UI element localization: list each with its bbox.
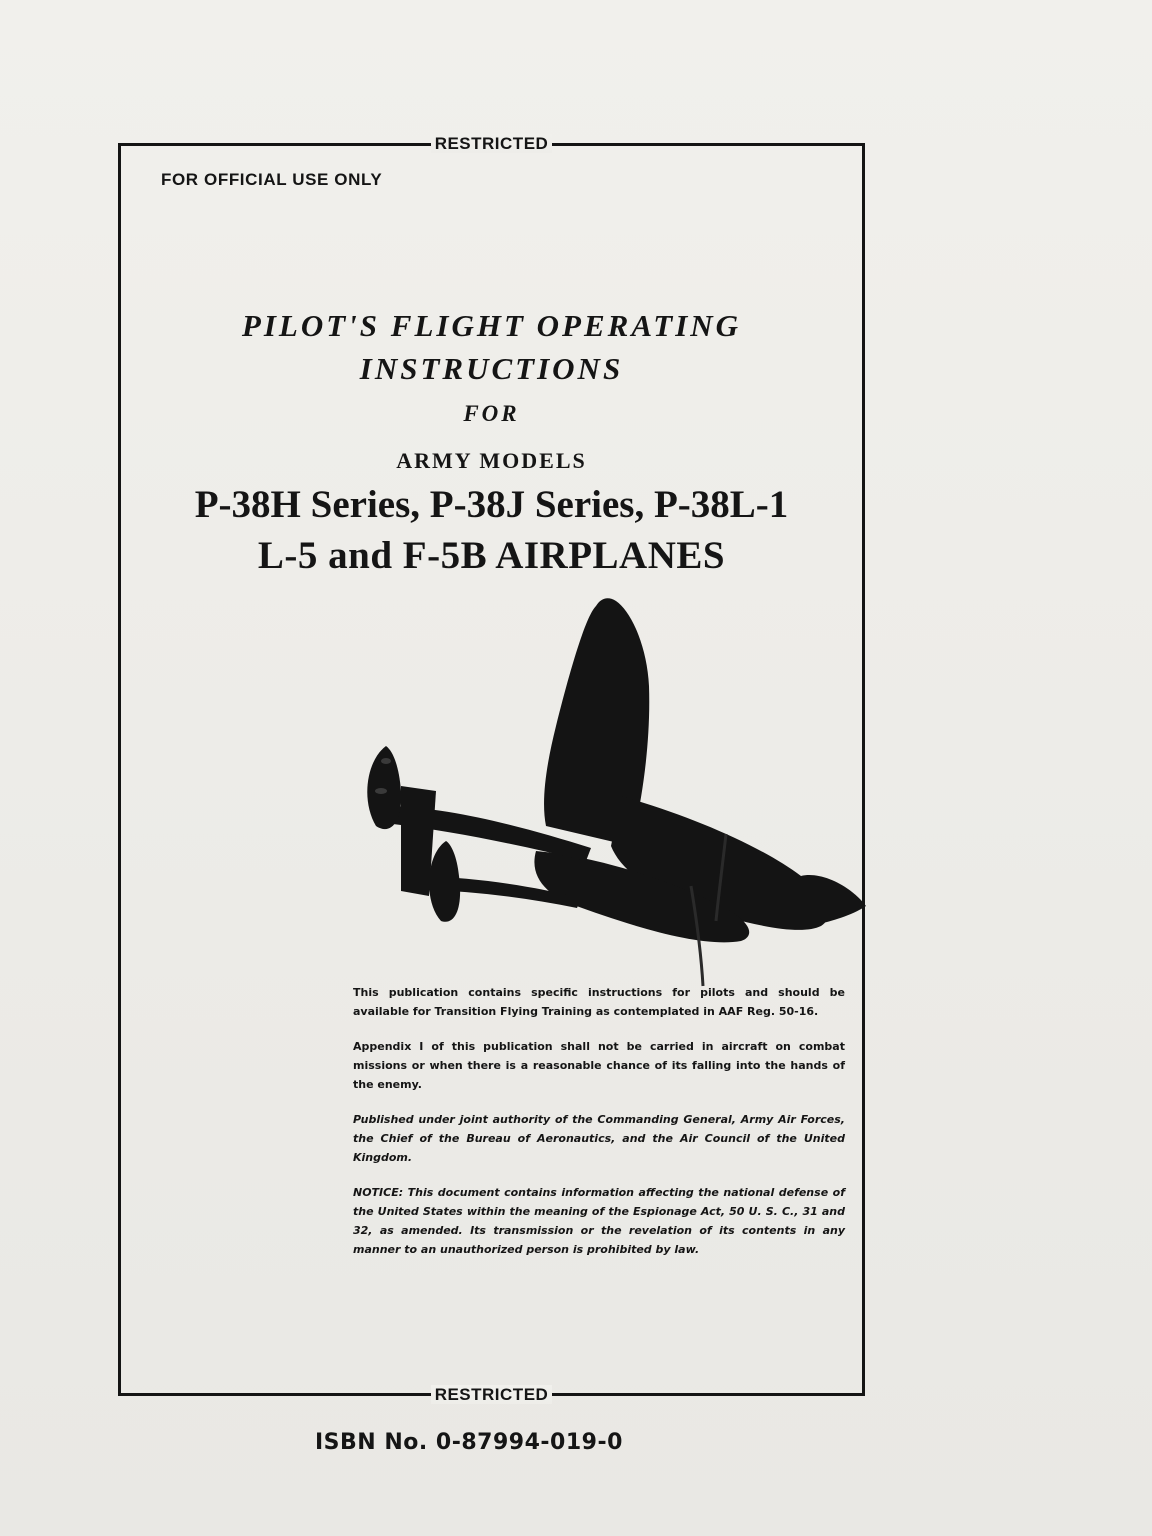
restricted-label-top: RESTRICTED (121, 134, 862, 154)
note-espionage-notice: NOTICE: This document contains information affecting the national defense of the United States within the meaning of the Espionage Act, 50 U. S. C., 31 and 32, as amended. Its transmission or the revelation of its contents in any manner to an unauthorized person is prohibited by law. (353, 1186, 845, 1256)
models-line-2: L-5 and F-5B AIRPLANES (257, 534, 726, 577)
note-transition-training: This publication contains specific instructions for pilots and should be available for Transition Flying Training as contemplated in AAF Reg. 50-16. (353, 986, 845, 1018)
army-models-heading: ARMY MODELS (396, 448, 587, 473)
restricted-frame (118, 134, 865, 1404)
models-line-1: P-38H Series, P-38J Series, P-38L-1 (194, 483, 789, 526)
note-appendix-combat: Appendix I of this publication shall not be carried in aircraft on combat missions or when there is a reasonable chance of its falling into the hands of the enemy. (353, 1040, 845, 1091)
official-use-label: FOR OFFICIAL USE ONLY (161, 170, 383, 189)
title-line-3: FOR (463, 401, 520, 426)
note-joint-authority: Published under joint authority of the Commanding General, Army Air Forces, the Chief of the Bureau of Aeronautics, and the Air Council of the United Kingdom. (353, 1113, 845, 1164)
restricted-label-bottom: RESTRICTED (121, 1385, 862, 1405)
publication-notes (353, 983, 845, 1275)
title-line-2: INSTRUCTIONS (359, 351, 624, 386)
p38-silhouette-image (331, 586, 876, 1006)
isbn-number: ISBN No. 0-87994-019-0 (315, 1430, 623, 1455)
title-line-1: PILOT'S FLIGHT OPERATING (241, 308, 742, 343)
